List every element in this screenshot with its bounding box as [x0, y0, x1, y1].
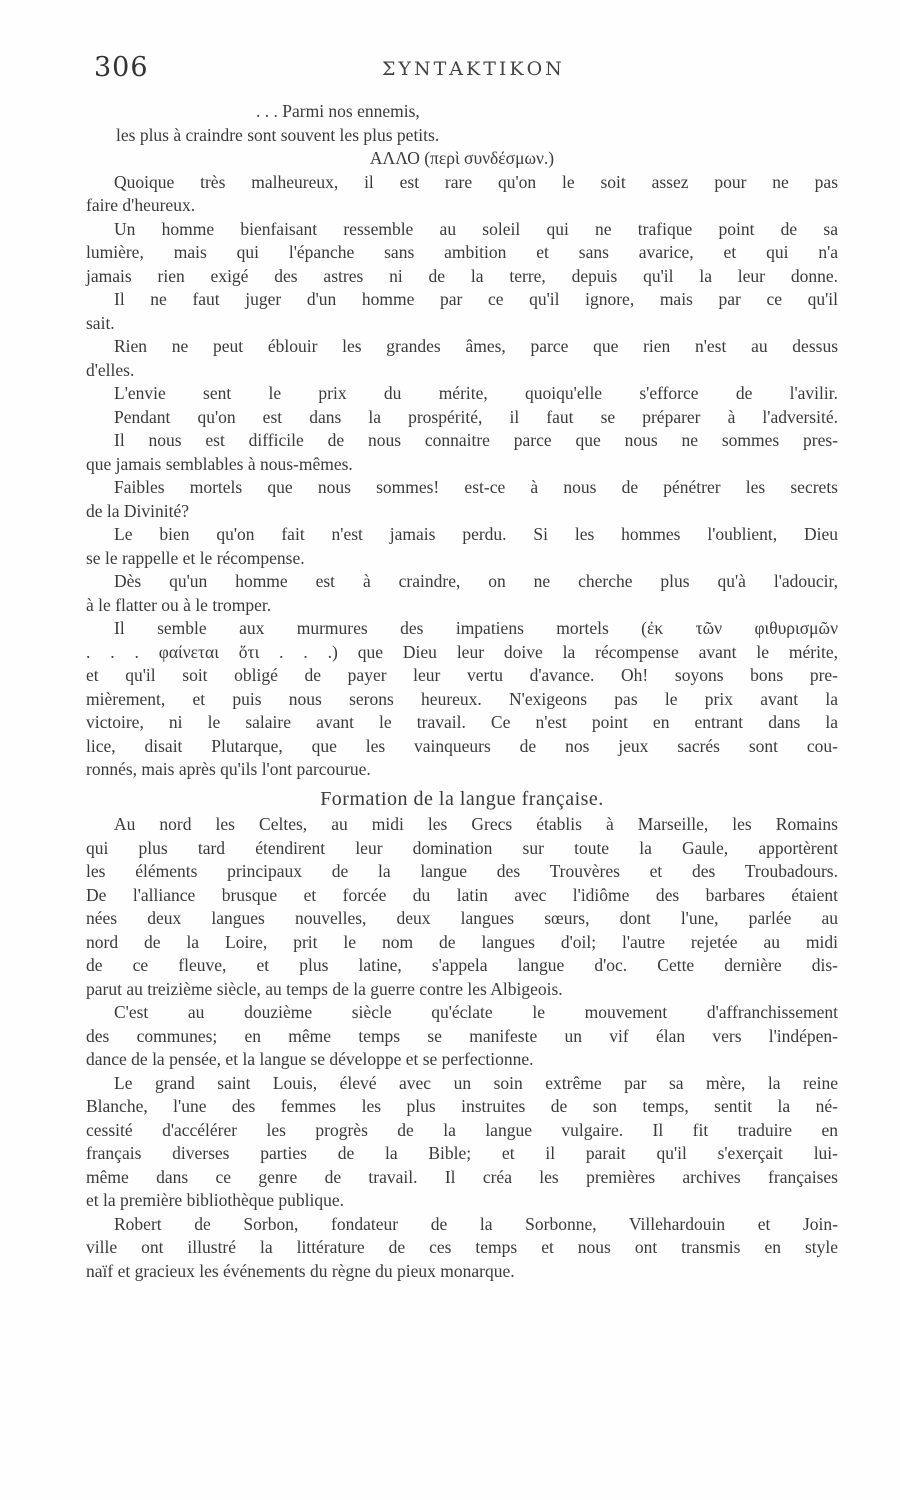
text-line: nord de la Loire, prit le nom de langues d'oil; l'autre rejetée au midi: [86, 931, 838, 952]
text-line: ronnés, mais après qu'ils l'ont parcourue.: [86, 759, 371, 779]
text-line: cessité d'accélérer les progrès de la langue vulgaire. Il fit traduire en: [86, 1119, 838, 1140]
text-line: Dès qu'un homme est à craindre, on ne cherche plus qu'à l'adoucir,: [114, 571, 838, 591]
body-text: [86, 100, 838, 1283]
text-line: faire d'heureux.: [86, 195, 196, 215]
page-header: [94, 52, 840, 86]
text-line: Robert de Sorbon, fondateur de la Sorbonne, Villehardouin et Join-: [114, 1213, 838, 1234]
text-line: sait.: [86, 312, 115, 333]
text-line: se le rappelle et le récompense.: [86, 547, 305, 568]
text-line: Il ne faut juger d'un homme par ce qu'il ignore, mais par ce qu'il: [114, 289, 838, 309]
text-line: Le bien qu'on fait n'est jamais perdu. Si les hommes l'oublient, Dieu: [114, 524, 838, 544]
text-line: De l'alliance brusque et forcée du latin avec l'idiôme des barbares étaient: [86, 884, 838, 905]
text-line: Il nous est difficile de nous connaitre parce que nous ne sommes pres-: [114, 430, 838, 450]
text-line: et qu'il soit obligé de payer leur vertu d'avance. Oh! soyons bons pre-: [86, 665, 838, 685]
text-line: Rien ne peut éblouir les grandes âmes, parce que rien n'est au dessus: [114, 336, 838, 356]
section-title: Formation de la langue française.: [320, 787, 604, 810]
text-line: Au nord les Celtes, au midi les Grecs établis à Marseille, les Romains: [114, 814, 838, 834]
text-line: . . . φαίνεται ὅτι . . .) que Dieu leur doive la récompense avant le mérite,: [86, 641, 838, 662]
text-line: Le grand saint Louis, élevé avec un soin extrême par sa mère, la reine: [114, 1072, 838, 1093]
text-line: même dans ce genre de travail. Il créa les premières archives françaises: [86, 1166, 838, 1187]
text-line: et la première bibliothèque publique.: [86, 1190, 345, 1210]
text-line: de ce fleuve, et plus latine, s'appela langue d'oc. Cette dernière dis-: [86, 955, 838, 975]
text-line: d'elles.: [86, 359, 135, 380]
text-line: à le flatter ou à le tromper.: [86, 594, 272, 615]
text-line: . . . Parmi nos ennemis,: [256, 101, 420, 121]
text-line: Blanche, l'une des femmes les plus instruites de son temps, sentit la né-: [86, 1096, 838, 1116]
text-line: Un homme bienfaisant ressemble au soleil qui ne trafique point de sa: [114, 218, 838, 239]
text-line: français diverses parties de la Bible; et il parait qu'il s'exerçait lui-: [86, 1143, 838, 1163]
text-line: lumière, mais qui l'épanche sans ambition et sans avarice, et qui n'a: [86, 242, 838, 262]
running-title: ΣΥΝΤΑΚΤΙΚΟΝ: [382, 58, 565, 80]
text-line: dance de la pensée, et la langue se développe et se perfectionne.: [86, 1049, 534, 1069]
text-line: ville ont illustré la littérature de ces temps et nous ont transmis en style: [86, 1237, 838, 1257]
page-number: 306: [94, 52, 149, 83]
text-line: de la Divinité?: [86, 500, 190, 521]
text-line: les éléments principaux de la langue des Trouvères et des Troubadours.: [86, 861, 838, 881]
text-line: C'est au douzième siècle qu'éclate le mouvement d'affranchissement: [114, 1002, 838, 1022]
text-line: les plus à craindre sont souvent les plus petits.: [116, 124, 440, 145]
subheading: ΑΛΛΟ (περὶ συνδέσμων.): [369, 148, 555, 168]
text-line: Pendant qu'on est dans la prospérité, il faut se préparer à l'adversité.: [114, 406, 838, 427]
text-line: mièrement, et puis nous serons heureux. N'exigeons pas le prix avant la: [86, 688, 838, 709]
text-line: naïf et gracieux les événements du règne du pieux monarque.: [86, 1260, 515, 1281]
text-line: Faibles mortels que nous sommes! est-ce à nous de pénétrer les secrets: [114, 477, 838, 497]
text-line: que jamais semblables à nous-mêmes.: [86, 453, 353, 474]
text-line: qui plus tard étendirent leur domination sur toute la Gaule, apportèrent: [86, 837, 838, 858]
text-line: victoire, ni le salaire avant le travail. Ce n'est point en entrant dans la: [86, 712, 838, 732]
text-line: parut au treizième siècle, au temps de la guerre contre les Albigeois.: [86, 978, 563, 999]
text-line: nées deux langues nouvelles, deux langues sœurs, dont l'une, parlée au: [86, 908, 838, 928]
text-line: jamais rien exigé des astres ni de la terre, depuis qu'il la leur donne.: [86, 265, 838, 286]
text-line: Il semble aux murmures des impatiens mortels (ἐκ τῶν φιθυρισμῶν: [114, 618, 838, 638]
text-line: Quoique très malheureux, il est rare qu'on le soit assez pour ne pas: [114, 171, 838, 192]
text-line: L'envie sent le prix du mérite, quoiqu'elle s'efforce de l'avilir.: [114, 383, 838, 403]
text-line: lice, disait Plutarque, que les vainqueurs de nos jeux sacrés sont cou-: [86, 735, 838, 756]
text-line: des communes; en même temps se manifeste un vif élan vers l'indépen-: [86, 1025, 838, 1046]
